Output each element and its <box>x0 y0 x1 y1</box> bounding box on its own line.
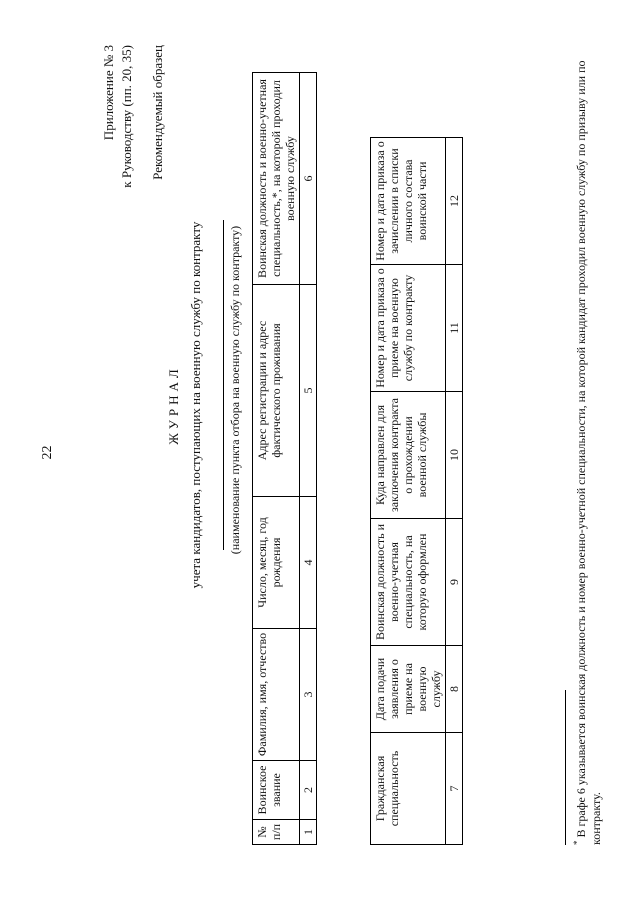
footnote <box>570 55 604 845</box>
column-number: 3 <box>300 629 317 761</box>
page-number: 22 <box>40 445 55 460</box>
column-number: 1 <box>300 820 317 845</box>
unit-name-caption: (наименование пункта отбора на военную службу по контракту) <box>228 225 242 555</box>
column-number: 8 <box>446 646 463 733</box>
header-cell: Куда направлен для заключения контракта о прохождении военной службы <box>371 392 446 519</box>
column-number: 9 <box>446 519 463 646</box>
journal-subtitle: учета кандидатов, поступающих на военную службу по контракту <box>188 221 203 589</box>
header-cell: Воинская должность и военно-учетная специальность, на которую оформлен <box>371 519 446 646</box>
header-cell: Число, месяц, год рождения <box>253 497 300 629</box>
header-cell: Воинская должность и военно-учетная специальность,*, на которой проходил военную службу <box>253 73 300 285</box>
table-number-row <box>300 73 317 845</box>
sample-label: Рекомендуемый образец <box>150 45 165 180</box>
journal-table-part-1 <box>252 72 317 845</box>
header-cell: Номер и дата приказа о зачислении в списки личного состава воинской части <box>371 138 446 265</box>
footnote-text: В графе 6 указывается воинская должность и номер военно-учетной специальности, на которой кандидат проходил военную службу по призыву или по контракту. <box>574 60 603 845</box>
footnote-rule <box>565 690 566 845</box>
appendix-block <box>100 45 136 245</box>
table-header-row <box>371 138 446 845</box>
footnote-mark: * <box>572 840 582 845</box>
header-cell: Номер и дата приказа о приеме на военную службу по контракту <box>371 265 446 392</box>
header-cell: Адрес регистрации и адрес фактического проживания <box>253 285 300 497</box>
column-number: 12 <box>446 138 463 265</box>
unit-name-line <box>223 220 224 550</box>
column-number: 6 <box>300 73 317 285</box>
table-header-row <box>253 73 300 845</box>
column-number: 2 <box>300 761 317 820</box>
table-number-row <box>446 138 463 845</box>
column-number: 10 <box>446 392 463 519</box>
header-cell: Гражданская специальность <box>371 733 446 845</box>
appendix-line-2: к Руководству (пп. 20, 35) <box>119 45 134 188</box>
header-cell: Дата подачи заявления о приеме на военную службу <box>371 646 446 733</box>
header-cell: № п/п <box>253 820 300 845</box>
column-number: 11 <box>446 265 463 392</box>
appendix-line-1: Приложение № 3 <box>101 45 116 141</box>
header-cell: Фамилия, имя, отчество <box>253 629 300 761</box>
journal-table-part-2 <box>370 137 463 845</box>
column-number: 4 <box>300 497 317 629</box>
column-number: 7 <box>446 733 463 845</box>
column-number: 5 <box>300 285 317 497</box>
header-cell: Воинское звание <box>253 761 300 820</box>
journal-title: ЖУРНАЛ <box>166 365 181 445</box>
